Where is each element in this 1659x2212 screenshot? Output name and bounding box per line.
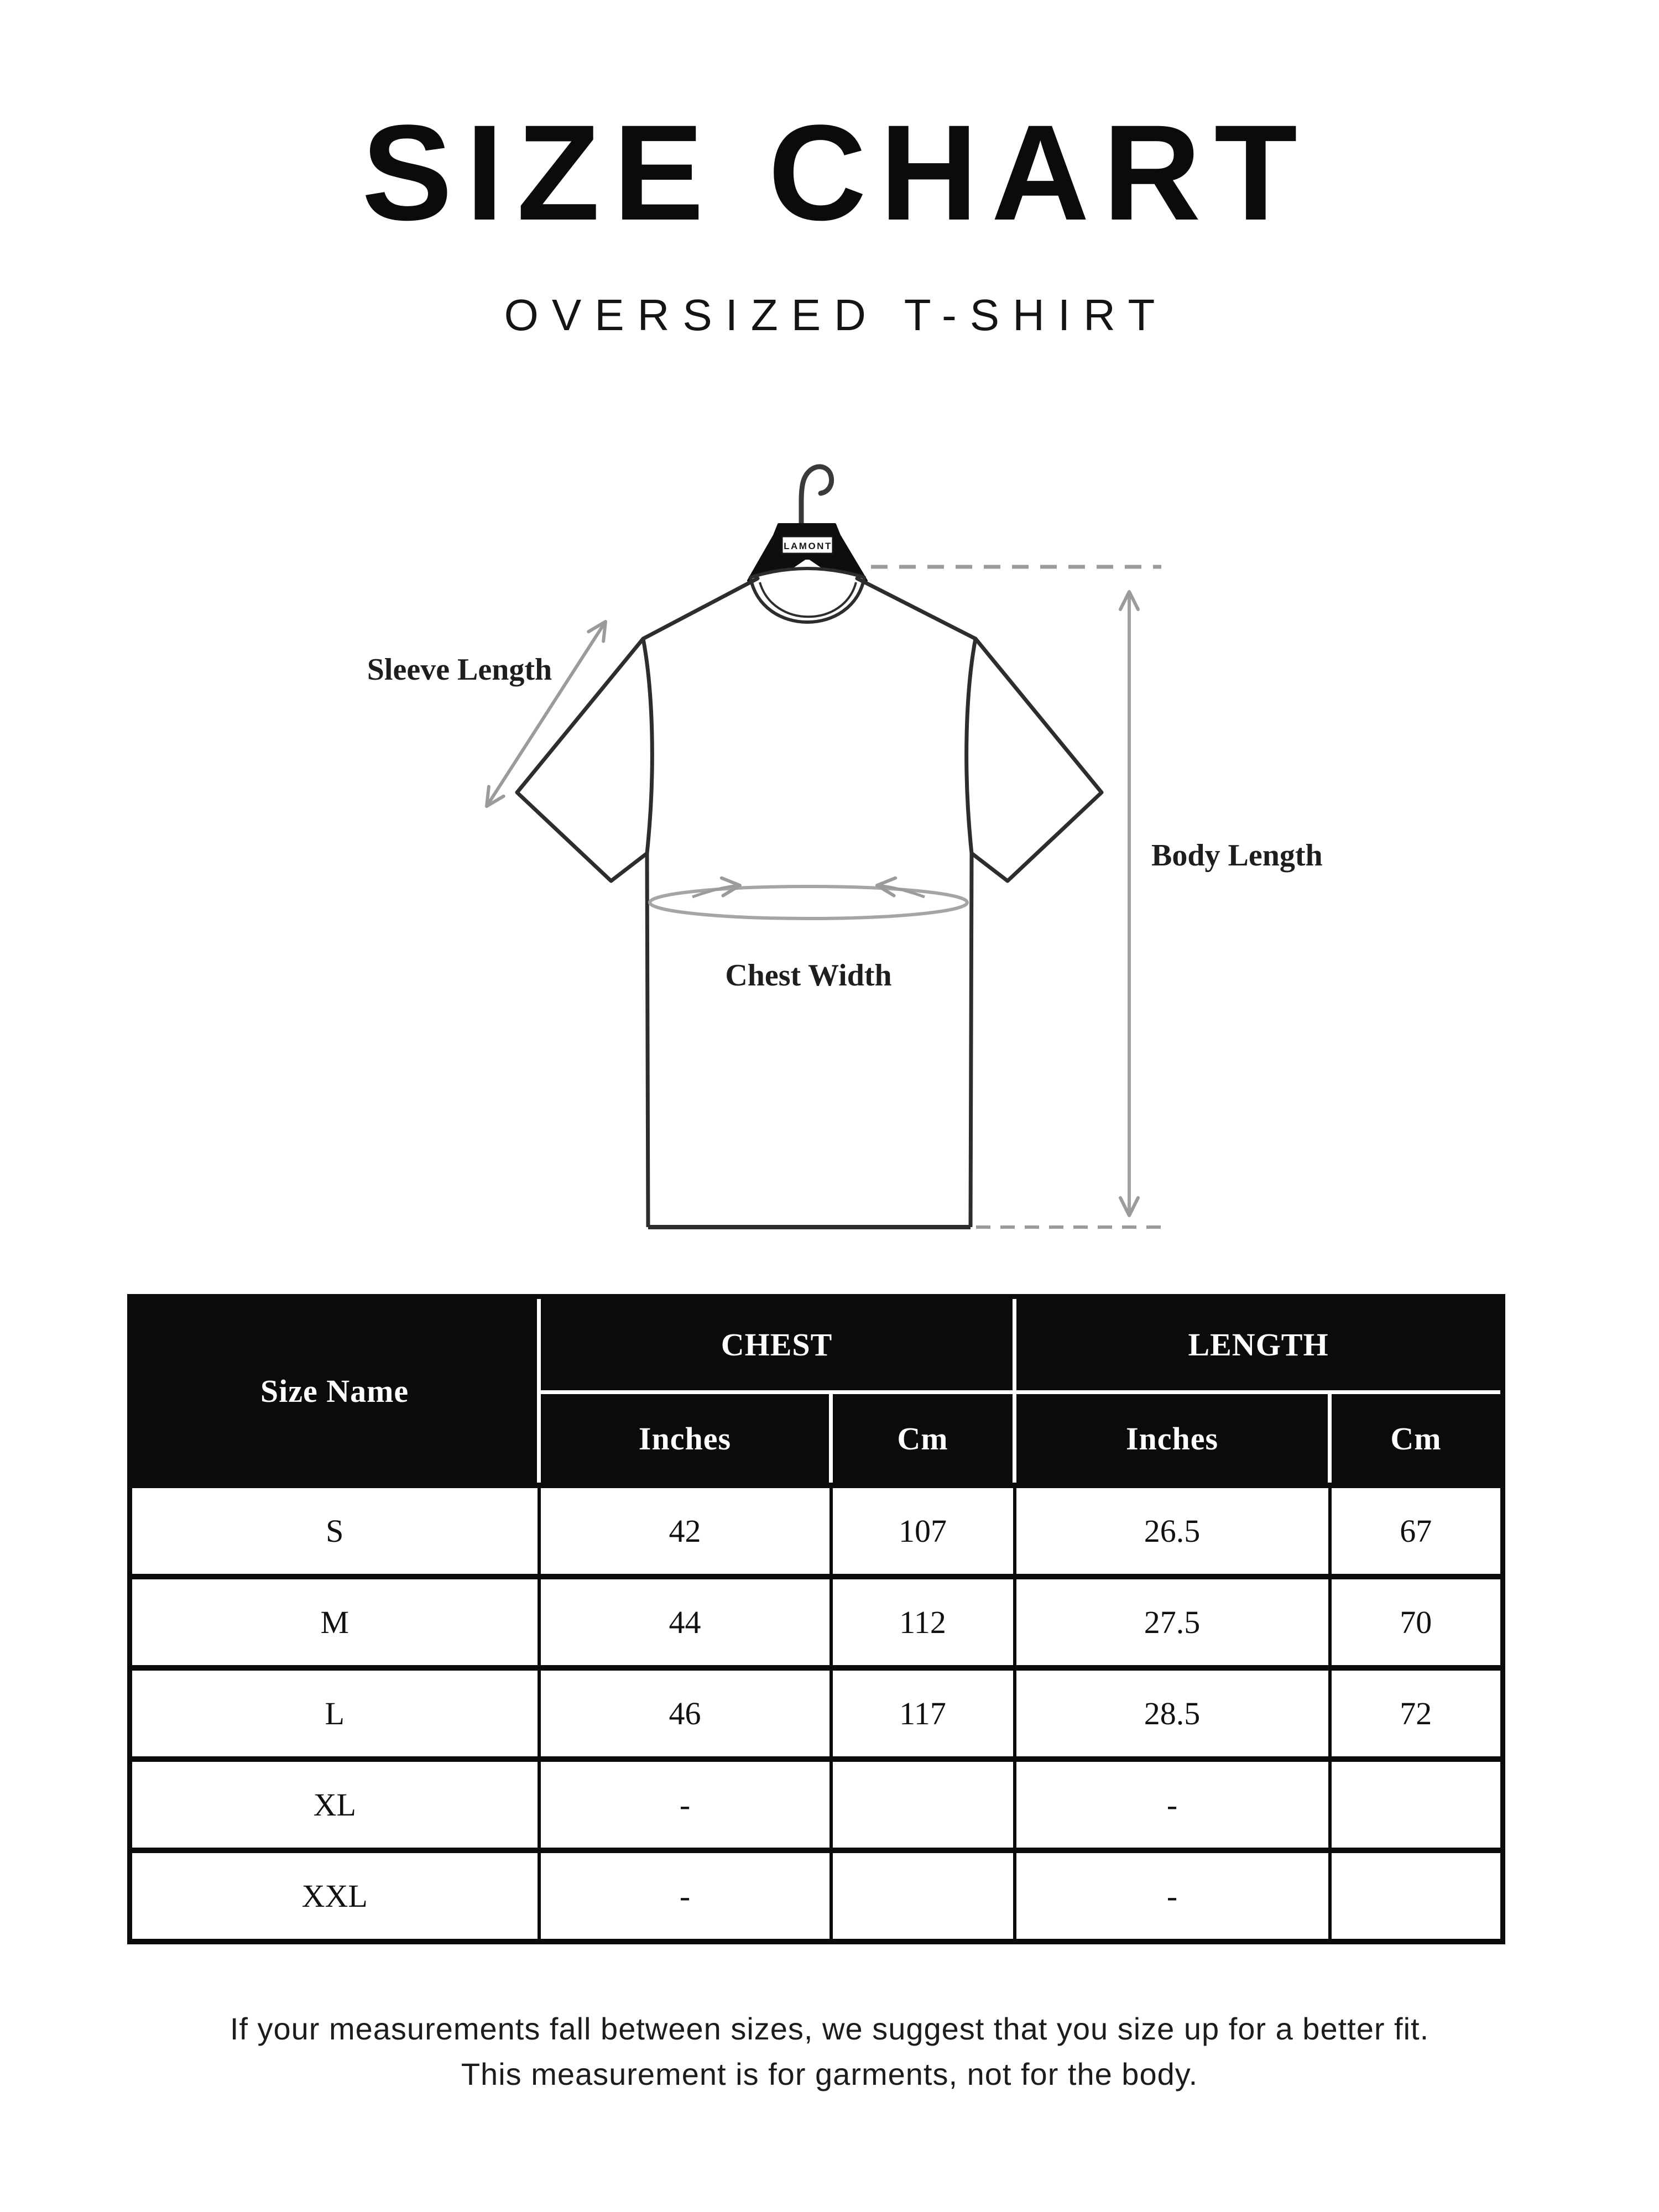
sleeve-length-label: Sleeve Length [367, 653, 552, 687]
table-row [130, 1577, 1503, 1668]
chest-inches-cell: - [539, 1759, 831, 1850]
length-cm-cell [1330, 1850, 1503, 1942]
length-inches-cell: 28.5 [1015, 1668, 1330, 1759]
body-length-label: Body Length [1151, 838, 1323, 873]
size-note-line2: This measurement is for garments, not for the body. [461, 2057, 1198, 2091]
length-inches-cell: - [1015, 1850, 1330, 1942]
body-right-edge [967, 639, 975, 1227]
body-left-edge [643, 639, 652, 1227]
table-row [130, 1850, 1503, 1942]
length-inches-cell: - [1015, 1759, 1330, 1850]
collar-shape [750, 568, 864, 622]
chest-inches-cell: - [539, 1850, 831, 1942]
left-shoulder-line [643, 578, 758, 639]
length-inches-cell: 27.5 [1015, 1577, 1330, 1668]
col-header-size-name: Size Name [130, 1297, 539, 1486]
size-cell: XL [130, 1759, 539, 1850]
length-cm-cell: 72 [1330, 1668, 1503, 1759]
table-row [130, 1485, 1503, 1577]
page-title: SIZE CHART [362, 97, 1311, 249]
hanger-hook-icon [801, 467, 832, 528]
right-sleeve [972, 639, 1102, 881]
sleeve-length-arrow [487, 622, 606, 806]
size-table [127, 1294, 1505, 1944]
size-cell: M [130, 1577, 539, 1668]
right-shoulder-line [857, 578, 975, 639]
table-row [130, 1668, 1503, 1759]
chest-width-label: Chest Width [725, 958, 892, 993]
chest-cm-cell: 112 [831, 1577, 1015, 1668]
table-row [130, 1759, 1503, 1850]
col-header-length: LENGTH [1015, 1297, 1503, 1392]
chest-inches-cell: 46 [539, 1668, 831, 1759]
chest-cm-cell: 107 [831, 1485, 1015, 1577]
col-header-chest-inches: Inches [539, 1392, 831, 1486]
col-header-length-inches: Inches [1015, 1392, 1330, 1486]
length-cm-cell: 67 [1330, 1485, 1503, 1577]
chest-cm-cell: 117 [831, 1668, 1015, 1759]
chest-inches-cell: 42 [539, 1485, 831, 1577]
col-header-chest: CHEST [539, 1297, 1015, 1392]
col-header-length-cm: Cm [1330, 1392, 1503, 1486]
chest-width-ellipse [650, 886, 967, 919]
page-subtitle: OVERSIZED T-SHIRT [504, 290, 1168, 340]
size-note-line1: If your measurements fall between sizes, we suggest that you size up for a better fit. [229, 2011, 1430, 2046]
size-cell: L [130, 1668, 539, 1759]
length-cm-cell [1330, 1759, 1503, 1850]
tshirt-measurement-diagram [332, 431, 1327, 1272]
size-cell: S [130, 1485, 539, 1577]
size-cell: XXL [130, 1850, 539, 1942]
length-cm-cell: 70 [1330, 1577, 1503, 1668]
chest-cm-cell [831, 1850, 1015, 1942]
size-note [0, 2006, 1659, 2097]
chest-inches-cell: 44 [539, 1577, 831, 1668]
col-header-chest-cm: Cm [831, 1392, 1015, 1486]
hanger-label: LAMONT [784, 541, 832, 551]
chest-cm-cell [831, 1759, 1015, 1850]
length-inches-cell: 26.5 [1015, 1485, 1330, 1577]
